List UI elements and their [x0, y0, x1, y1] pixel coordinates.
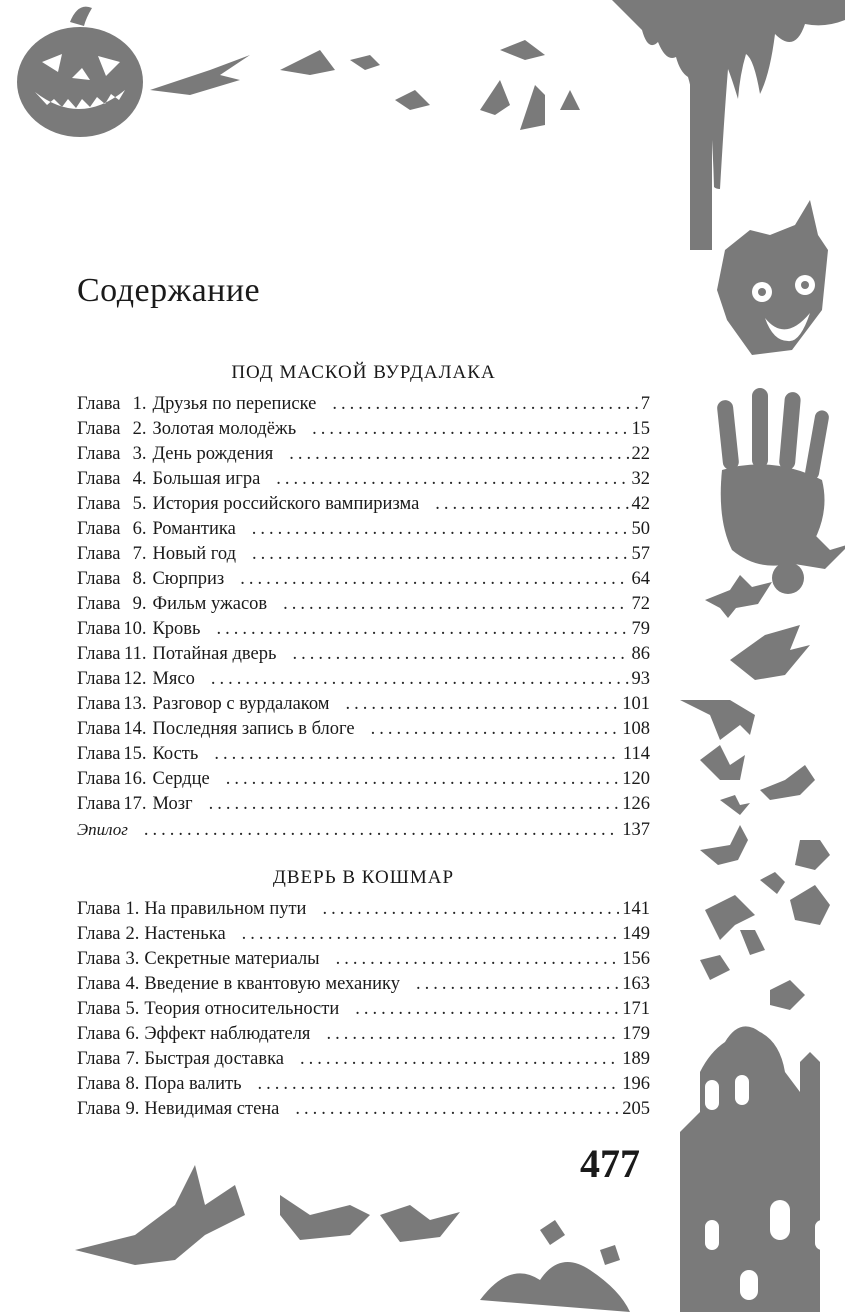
page-number: 114: [622, 744, 650, 764]
chapter-title: Фильм ужасов: [152, 594, 268, 614]
chapter-number: 7.: [125, 1049, 140, 1069]
dot-leader: [289, 442, 628, 467]
chapter-title: Друзья по переписке: [152, 394, 317, 414]
toc-entry[interactable]: [77, 897, 650, 922]
chapter-number: 11.: [124, 644, 147, 664]
dot-leader: [336, 947, 620, 972]
page-number: 189: [622, 1049, 650, 1069]
toc-entry[interactable]: [77, 592, 650, 617]
page-number: 137: [622, 820, 650, 840]
chapter-number: 6.: [125, 1024, 140, 1044]
toc-entry[interactable]: [77, 617, 650, 642]
toc-entry[interactable]: [77, 467, 650, 492]
chapter-number: 14.: [123, 719, 147, 739]
chapter-label: Глава: [77, 1074, 121, 1094]
dot-leader: [345, 692, 619, 717]
page-number: 7: [640, 394, 650, 414]
page-number: 179: [622, 1024, 650, 1044]
toc-entry[interactable]: [77, 1047, 650, 1072]
chapter-number: 2.: [132, 419, 147, 439]
dot-leader: [211, 667, 629, 692]
page-number: 163: [622, 974, 650, 994]
toc-entry[interactable]: [77, 1022, 650, 1047]
toc-entry[interactable]: [77, 742, 650, 767]
page-title: Содержание: [77, 272, 261, 309]
dot-leader: [209, 792, 620, 817]
pumpkin-icon: [17, 7, 143, 137]
bottom-bats-icon: [75, 1165, 630, 1312]
page-number: 22: [631, 444, 650, 464]
chapter-title: Настенька: [144, 924, 226, 944]
page-number: 79: [631, 619, 650, 639]
chapter-number: 1.: [132, 394, 147, 414]
chapter-title: Потайная дверь: [152, 644, 277, 664]
chapter-label: Глава: [77, 494, 121, 514]
chapter-number: 6.: [132, 519, 147, 539]
chapter-label: Глава: [77, 1099, 121, 1119]
toc-entry[interactable]: [77, 517, 650, 542]
page-number: 141: [622, 899, 650, 919]
chapter-label: Глава: [77, 394, 121, 414]
chapter-number: 10.: [123, 619, 147, 639]
chapter-label: Глава: [77, 419, 121, 439]
chapter-title: Большая игра: [152, 469, 261, 489]
toc-entry-epilogue[interactable]: [77, 817, 650, 842]
chapter-title: Быстрая доставка: [144, 1049, 285, 1069]
dot-leader: [371, 717, 620, 742]
chapter-number: 8.: [132, 569, 147, 589]
page-number: 171: [622, 999, 650, 1019]
chapter-label: Глава: [77, 469, 121, 489]
chapter-label: Глава: [77, 1049, 121, 1069]
toc-entry[interactable]: [77, 767, 650, 792]
dot-leader: [276, 467, 628, 492]
chapter-title: Разговор с вурдалаком: [152, 694, 330, 714]
chapter-number: 2.: [125, 924, 140, 944]
chapter-title: Романтика: [152, 519, 236, 539]
page-number: 101: [622, 694, 650, 714]
chapter-title: Введение в квантовую механику: [144, 974, 401, 994]
chapter-number: 9.: [125, 1099, 140, 1119]
chapter-label: Глава: [77, 924, 121, 944]
toc-entry[interactable]: [77, 1097, 650, 1122]
page-number-folio: 477: [580, 1141, 640, 1186]
chapter-title: Сюрприз: [152, 569, 225, 589]
toc-list-section-2: [77, 897, 650, 1122]
page-number: 86: [631, 644, 650, 664]
chapter-number: 5.: [125, 999, 140, 1019]
dot-leader: [226, 767, 619, 792]
toc-entry[interactable]: [77, 997, 650, 1022]
page-number: 120: [622, 769, 650, 789]
chapter-label: Глава: [77, 899, 121, 919]
toc-entry[interactable]: [77, 947, 650, 972]
dot-leader: [214, 742, 620, 767]
chapter-label: Глава: [77, 949, 121, 969]
chapter-label: Глава: [77, 569, 121, 589]
page-number: 93: [631, 669, 650, 689]
chapter-title: Невидимая стена: [144, 1099, 280, 1119]
chapter-title: Мясо: [152, 669, 195, 689]
dot-leader: [355, 997, 619, 1022]
chapter-number: 13.: [123, 694, 147, 714]
page-number: 57: [631, 544, 650, 564]
dot-leader: [242, 922, 620, 947]
epilogue-label: Эпилог: [77, 820, 128, 839]
dot-leader: [252, 542, 628, 567]
section-heading-2: ДВЕРЬ В КОШМАР: [272, 867, 455, 888]
chapter-label: Глава: [77, 999, 121, 1019]
toc-entry[interactable]: [77, 492, 650, 517]
toc-entry[interactable]: [77, 542, 650, 567]
dot-leader: [252, 517, 629, 542]
chapter-number: 4.: [125, 974, 140, 994]
page-number: 149: [622, 924, 650, 944]
chapter-label: Глава: [77, 769, 121, 789]
chapter-title: Кровь: [152, 619, 201, 639]
dot-leader: [416, 972, 619, 997]
dot-leader: [283, 592, 628, 617]
dot-leader: [312, 417, 628, 442]
page-number: 50: [631, 519, 650, 539]
chapter-number: 8.: [125, 1074, 140, 1094]
toc-entry[interactable]: [77, 922, 650, 947]
chapter-number: 7.: [132, 544, 147, 564]
page-number: 196: [622, 1074, 650, 1094]
chapter-number: 3.: [132, 444, 147, 464]
chapter-title: Пора валить: [144, 1074, 242, 1094]
chapter-label: Глава: [77, 974, 121, 994]
chapter-number: 3.: [125, 949, 140, 969]
chapter-label: Глава: [77, 644, 121, 664]
chapter-title: Золотая молодёжь: [152, 419, 297, 439]
dot-leader: [295, 1097, 619, 1122]
page-number: 64: [631, 569, 650, 589]
toc-entry[interactable]: [77, 442, 650, 467]
chapter-number: 9.: [132, 594, 147, 614]
chapter-label: Глава: [77, 719, 121, 739]
toc-entry[interactable]: [77, 392, 650, 417]
chapter-title: Последняя запись в блоге: [152, 719, 355, 739]
chapter-label: Глава: [77, 519, 121, 539]
chapter-title: Теория относительности: [144, 999, 340, 1019]
page-number: 15: [631, 419, 650, 439]
chapter-label: Глава: [77, 544, 121, 564]
chapter-label: Глава: [77, 1024, 121, 1044]
chapter-title: Сердце: [152, 769, 210, 789]
page-number: 205: [622, 1099, 650, 1119]
dot-leader: [332, 392, 637, 417]
chapter-number: 5.: [132, 494, 147, 514]
chapter-label: Глава: [77, 619, 121, 639]
page-number: 72: [631, 594, 650, 614]
cathedral-icon: [680, 1026, 829, 1312]
chapter-number: 17.: [123, 794, 147, 814]
chapter-number: 16.: [123, 769, 147, 789]
chapter-label: Глава: [77, 694, 121, 714]
section-heading-1: ПОД МАСКОЙ ВУРДАЛАКА: [231, 362, 496, 383]
chapter-number: 15.: [123, 744, 147, 764]
toc-entry[interactable]: [77, 972, 650, 997]
chapter-label: Глава: [77, 669, 121, 689]
toc-entry[interactable]: [77, 417, 650, 442]
toc-entry[interactable]: [77, 667, 650, 692]
chapter-title: Новый год: [152, 544, 237, 564]
chapter-label: Глава: [77, 744, 121, 764]
toc-entry[interactable]: [77, 717, 650, 742]
dot-leader: [322, 897, 619, 922]
chapter-title: Кость: [152, 744, 199, 764]
dot-leader: [326, 1022, 619, 1047]
toc-entry[interactable]: [77, 1072, 650, 1097]
dot-leader: [144, 818, 619, 843]
dot-leader: [435, 492, 628, 517]
toc-list-section-1: [77, 392, 650, 842]
chapter-label: Глава: [77, 594, 121, 614]
chapter-title: Секретные материалы: [144, 949, 320, 969]
dot-leader: [258, 1072, 620, 1097]
chapter-number: 4.: [132, 469, 147, 489]
toc-entry[interactable]: [77, 792, 650, 817]
toc-entry[interactable]: [77, 692, 650, 717]
page-number: 32: [631, 469, 650, 489]
toc-entry[interactable]: [77, 642, 650, 667]
dot-leader: [216, 617, 628, 642]
chapter-title: Мозг: [152, 794, 193, 814]
page-number: 126: [622, 794, 650, 814]
chapter-title: История российского вампиризма: [152, 494, 420, 514]
page-number: 108: [622, 719, 650, 739]
cat-face-icon: [717, 200, 828, 355]
chapter-title: На правильном пути: [144, 899, 307, 919]
chapter-title: Эффект наблюдателя: [144, 1024, 311, 1044]
chapter-number: 12.: [123, 669, 147, 689]
page-number: 156: [622, 949, 650, 969]
page-number: 42: [631, 494, 650, 514]
chapter-label: Глава: [77, 444, 121, 464]
dot-leader: [240, 567, 628, 592]
toc-entry[interactable]: [77, 567, 650, 592]
chapter-number: 1.: [125, 899, 140, 919]
chapter-label: Глава: [77, 794, 121, 814]
chapter-title: День рождения: [152, 444, 274, 464]
dot-leader: [292, 642, 628, 667]
dot-leader: [300, 1047, 619, 1072]
